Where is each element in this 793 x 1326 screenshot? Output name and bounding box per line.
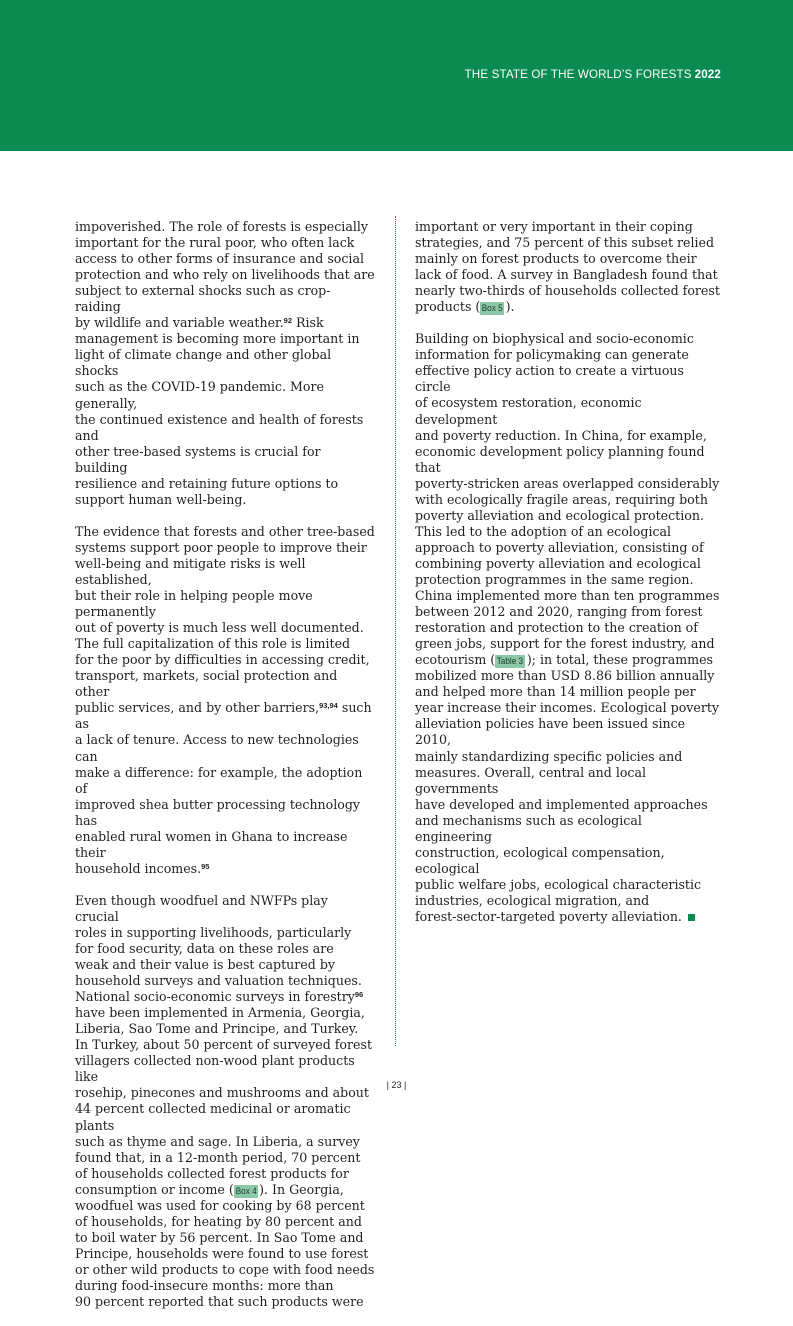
report-title (465, 68, 721, 81)
footnote-ref[interactable]: 93,94 (319, 701, 338, 711)
right-column (415, 219, 720, 941)
footnote-ref[interactable]: 96 (354, 990, 364, 1000)
footnote-ref[interactable]: 95 (201, 861, 210, 871)
column-divider (395, 216, 396, 1046)
paragraph-text: have been implemented in Armenia, Georgia, Liberia, Sao Tome and Principe, and Turkey. In Turkey, about 50 percent of surveyed forest villagers collected non-wood plant products like rosehip, pinecones and mushrooms and about 44 percent collected medicinal or aromatic plants such as thyme and sage. In Liberia, a survey found that, in a 12-month period, 70 percent of households collected forest products for consumption or income ( (75, 1005, 373, 1197)
paragraph-text: Even though woodfuel and NWFPs play crucial roles in supporting livelihoods, particularly for food security, data on these roles are weak and their value is best captured by household surveys and valuation techniques. National socio-economic surveys in forestry (75, 892, 362, 1005)
paragraph-text: The evidence that forests and other tree-based systems support poor people to improve their well-being and mitigate risks is well established, but their role in helping people move permanently out of poverty is much less well documented. The full capitalization of this role is limited for the poor by difficulties in accessing credit, transport, markets, social protection and other public services, and by other barriers, (75, 523, 375, 716)
footnote-ref[interactable]: 92 (283, 316, 293, 326)
end-of-section-icon (688, 914, 695, 921)
paragraph (75, 219, 375, 508)
left-column (75, 219, 375, 1326)
paragraph (415, 331, 720, 925)
paragraph-text: Risk management is becoming more important in light of climate change and other global shocks such as the COVID-19 pandemic. More generally, the continued existence and health of forests and other tree-based systems is crucial for building resilience and retaining future options to support human well-being. (75, 315, 364, 507)
table-3-link[interactable]: Table 3 (496, 656, 524, 668)
box-5-link[interactable]: Box 5 (482, 303, 503, 315)
page-number: | 23 | (386, 1080, 407, 1090)
paragraph (75, 524, 375, 877)
paragraph-text: such as a lack of tenure. Access to new technologies can make a difference: for example, the adoption of improved shea butter processing technology has enabled rural women in Ghana to increase their household incomes. (75, 700, 372, 876)
paragraph-text: Building on biophysical and socio-economic information for policymaking can generate effective policy action to create a virtuous circle of ecosystem restoration, economic development and poverty reduction. In China, for example, economic development policy planning found that poverty-stricken areas overlapped considerably with ecologically fragile areas, requiring both poverty alleviation and ecological protection. This led to the adoption of an ecological approach to poverty alleviation, consisting of combining poverty alleviation and ecological protection programmes in the same region. China implemented more than ten programmes between 2012 and 2020, ranging from forest restoration and protection to the creation of green jobs, support for the forest industry, and ecotourism ( (415, 331, 720, 668)
paragraph (415, 219, 720, 315)
paragraph-text: ). In Georgia, woodfuel was used for cooking by 68 percent of households, for heating by 80 percent and to boil water by 56 percent. In Sao Tome and Principe, households were found to use forest or other wild products to cope with food needs during food-insecure months: more than 90 percent reported that such products were (75, 1181, 375, 1310)
box-4-link[interactable]: Box 4 (235, 1185, 257, 1197)
paragraph-text: important or very important in their coping strategies, and 75 percent of this subset relied mainly on forest products to overcome their lack of food. A survey in Bangladesh found that nearly two-thirds of households collected forest products ( (415, 219, 720, 315)
paragraph-text: impoverished. The role of forests is especially important for the rural poor, who often lack access to other forms of insurance and social protection and who rely on livelihoods that are subject to external shocks such as crop-raiding by wildlife and variable weather. (75, 219, 375, 331)
paragraph-text: ). (505, 299, 515, 315)
header-band (0, 0, 793, 151)
paragraph (75, 893, 375, 1310)
report-year: 2022 (694, 68, 721, 81)
report-title-text: THE STATE OF THE WORLD’S FORESTS (464, 68, 692, 81)
paragraph-text: ); in total, these programmes mobilized more than USD 8.86 billion annually and helped more than 14 million people per year increase their incomes. Ecological poverty alleviation policies have been issued since 2010, mainly standardizing specific policies and measures. Overall, central and local governments have developed and implemented approaches and mechanisms such as ecological engineering construction, ecological compensation, ecological public welfare jobs, ecological characteristic industries, ecological migration, and forest-sector-targeted poverty alleviation. (415, 652, 720, 924)
